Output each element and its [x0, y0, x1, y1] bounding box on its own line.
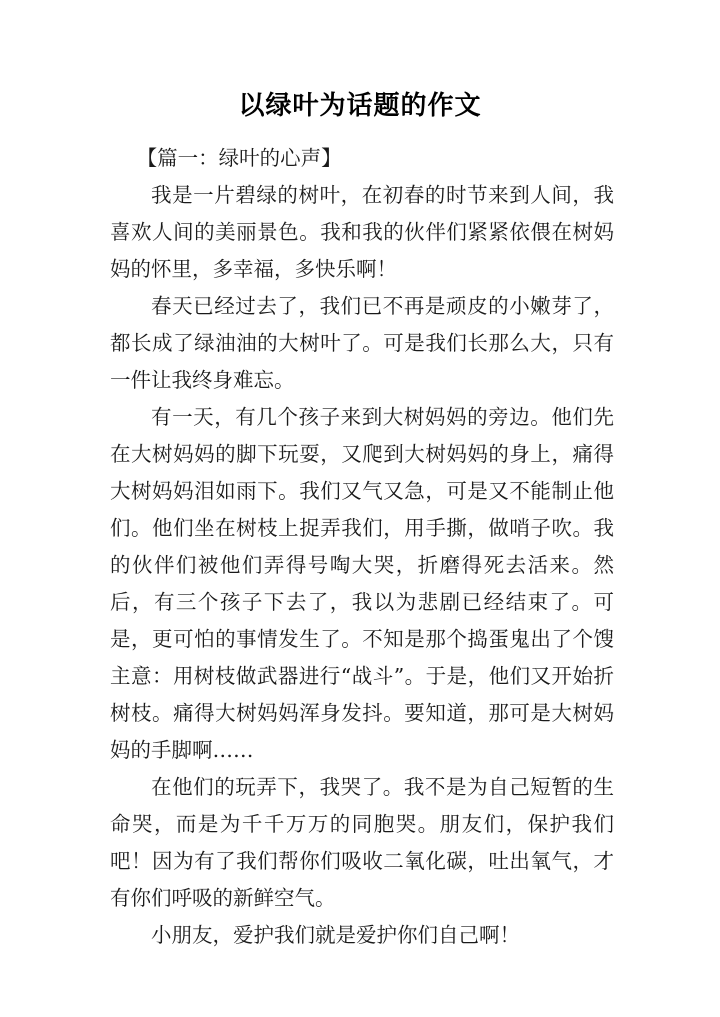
paragraph: 有一天，有几个孩子来到大树妈妈的旁边。他们先在大树妈妈的脚下玩耍，又爬到大树妈妈的身上，痛得大树妈妈泪如雨下。我们又气又急，可是又不能制止他们。他们坐在树枝上捉弄我们，用手撕，做哨子吹。我的伙伴们被他们弄得号啕大哭，折磨得死去活来。然后，有三个孩子下去了，我以为悲剧已经结束了。可是，更可怕的事情发生了。不知是那个捣蛋鬼出了个馊主意：用树枝做武器进行“战斗”。于是，他们又开始折树枝。痛得大树妈妈浑身发抖。要知道，那可是大树妈妈的手脚啊……	[110, 405, 614, 762]
section-heading: 【篇一：绿叶的心声】	[136, 146, 342, 170]
document-body	[110, 140, 614, 954]
paragraph: 我是一片碧绿的树叶，在初春的时节来到人间，我喜欢人间的美丽景色。我和我的伙伴们紧紧依偎在树妈妈的怀里，多幸福，多快乐啊！	[110, 183, 614, 281]
document-title: 以绿叶为话题的作文	[238, 91, 482, 121]
paragraph: 春天已经过去了，我们已不再是顽皮的小嫩芽了，都长成了绿油油的大树叶了。可是我们长那么大，只有一件让我终身难忘。	[110, 294, 614, 392]
paragraph: 小朋友，爱护我们就是爱护你们自己啊！	[151, 923, 520, 947]
paragraph: 在他们的玩弄下，我哭了。我不是为自己短暂的生命哭，而是为千千万万的同胞哭。朋友们，保护我们吧！因为有了我们帮你们吸收二氧化碳，吐出氧气，才有你们呼吸的新鲜空气。	[110, 775, 614, 910]
